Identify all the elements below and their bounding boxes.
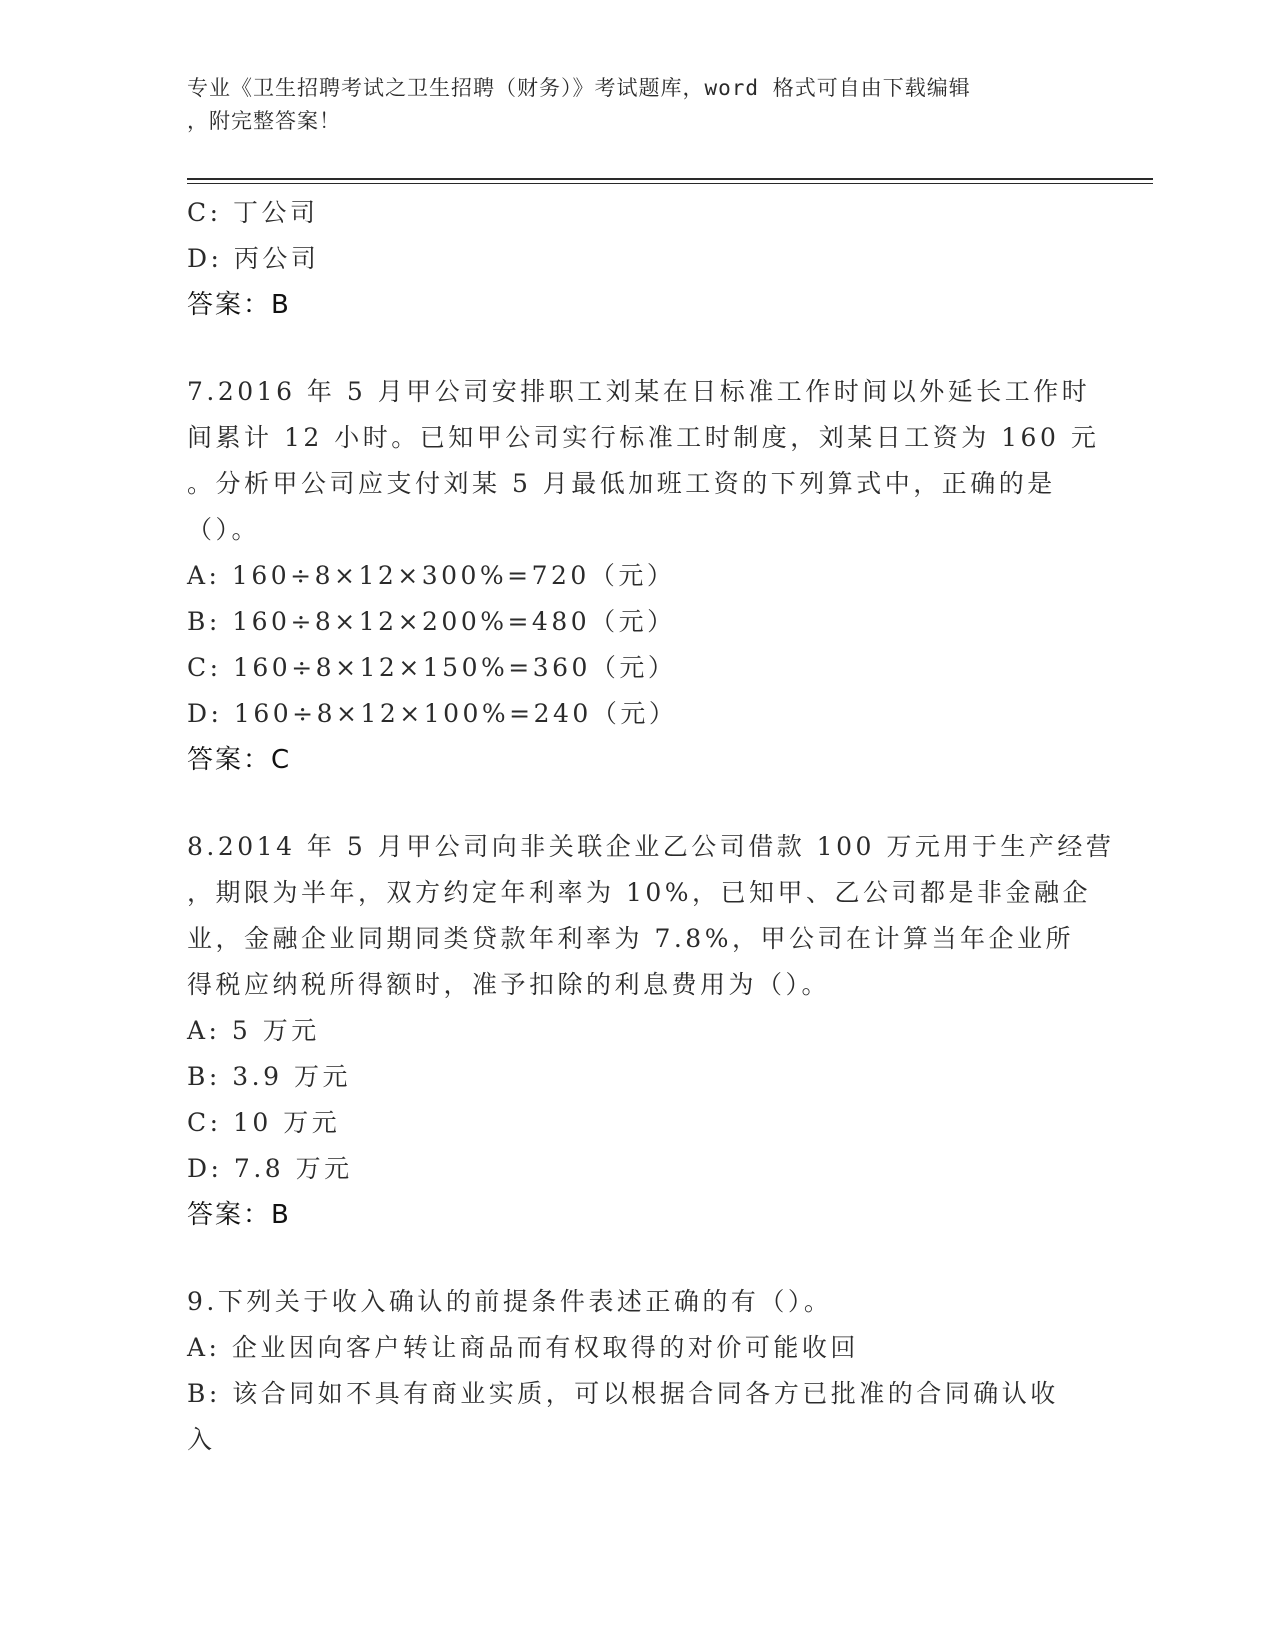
question-text-line: （）。: [187, 515, 261, 544]
option-b: B: 160÷8×12×200%=480（元）: [187, 607, 676, 636]
question-text-line: 业，金融企业同期同类贷款年利率为 7.8%，甲公司在计算当年企业所: [187, 924, 1074, 953]
option-b: B: 该合同如不具有商业实质，可以根据合同各方已批准的合同确认收: [187, 1379, 1059, 1408]
answer-line: 答案：C: [187, 745, 292, 775]
question-text-line: 得税应纳税所得额时，准予扣除的利息费用为（）。: [187, 970, 831, 999]
question-text-line: 7.2016 年 5 月甲公司安排职工刘某在日标准工作时间以外延长工作时: [187, 377, 1091, 406]
header-divider-thin: [187, 183, 1153, 184]
document-body: [187, 190, 1115, 1463]
option-d: D: 7.8 万元: [187, 1154, 353, 1183]
question-7: [187, 369, 1100, 783]
question-text-line: 9.下列关于收入确认的前提条件表述正确的有（）。: [187, 1287, 833, 1316]
option-b: B: 3.9 万元: [187, 1062, 351, 1091]
option-a: A: 企业因向客户转让商品而有权取得的对价可能收回: [187, 1333, 859, 1362]
answer-line: 答案：B: [187, 1200, 291, 1230]
question-9: [187, 1279, 1087, 1463]
header-line-1: 专业《卫生招聘考试之卫生招聘（财务）》考试题库，word 格式可自由下载编辑: [187, 76, 971, 100]
option-c: C: 10 万元: [187, 1108, 341, 1137]
question-text-line: 。分析甲公司应支付刘某 5 月最低加班工资的下列算式中，正确的是: [187, 469, 1056, 498]
question-text-line: 8.2014 年 5 月甲公司向非关联企业乙公司借款 100 万元用于生产经营: [187, 832, 1115, 861]
option-c: C: 丁公司: [187, 198, 319, 227]
option-a: A: 5 万元: [187, 1016, 320, 1045]
document-header: [187, 72, 1087, 138]
question-text-line: 间累计 12 小时。已知甲公司实行标准工时制度，刘某日工资为 160 元: [187, 423, 1100, 452]
question-text-line: ，期限为半年，双方约定年利率为 10%，已知甲、乙公司都是非金融企: [187, 878, 1092, 907]
option-a: A: 160÷8×12×300%=720（元）: [187, 561, 676, 590]
header-divider-thick: [187, 178, 1153, 180]
option-d: D: 丙公司: [187, 244, 320, 273]
answer-line: 答案：B: [187, 290, 291, 320]
question-6-tail: [187, 190, 1087, 328]
option-d: D: 160÷8×12×100%=240（元）: [187, 699, 678, 728]
option-c: C: 160÷8×12×150%=360（元）: [187, 653, 677, 682]
question-8: [187, 824, 1115, 1238]
option-b-continued: 入: [187, 1425, 216, 1454]
header-line-2: ，附完整答案！: [187, 109, 341, 133]
